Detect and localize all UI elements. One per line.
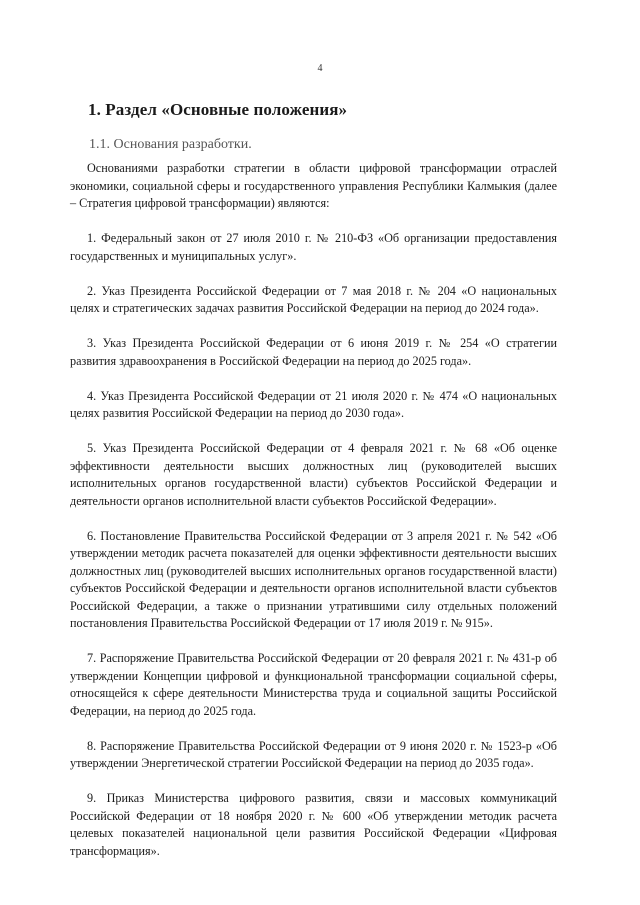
- list-item: 2. Указ Президента Российской Федерации от 7 мая 2018 г. № 204 «О национальных целях и стратегических задачах развития Российской Федерации на период до 2024 года».: [70, 283, 557, 315]
- list-item: 8. Распоряжение Правительства Российской Федерации от 9 июня 2020 г. № 1523-р «Об утверждении Энергетической стратегии Российской Федерации на период до 2035 года».: [70, 738, 557, 770]
- list-item: 1. Федеральный закон от 27 июля 2010 г. № 210-ФЗ «Об организации предоставления государственных и муниципальных услуг».: [70, 231, 557, 263]
- list-item: 3. Указ Президента Российской Федерации от 6 июня 2019 г. № 254 «О стратегии развития здравоохранения в Российской Федерации на период до 2025 года».: [70, 336, 557, 368]
- list-item: 9. Приказ Министерства цифрового развития, связи и массовых коммуникаций Российской Федерации от 18 ноября 2020 г. № 600 «Об утверждении методик расчета целевых показателей национальной цели развития Российской Федерации «Цифровая трансформация».: [70, 791, 557, 858]
- section-title: 1. Раздел «Основные положения»: [88, 100, 348, 119]
- list-item: 6. Постановление Правительства Российской Федерации от 3 апреля 2021 г. № 542 «Об утверждении методик расчета показателей для оценки эффективности деятельности высших должностных лиц (руководителей высших исполнительных органов государственной власти) субъектов Российской Федерации и деятельности органов исполнительной власти субъектов Российской Федерации, а также о признании утратившими силу отдельных положений постановления Правительства Российской Федерации от 17 июля 2019 г. № 915».: [70, 528, 557, 630]
- document-body: [70, 160, 557, 878]
- intro-paragraph: Основаниями разработки стратегии в области цифровой трансформации отраслей экономики, социальной сферы и государственного управления Республики Калмыкия (далее – Стратегия цифровой трансформации) являются:: [70, 161, 557, 210]
- list-item: 7. Распоряжение Правительства Российской Федерации от 20 февраля 2021 г. № 431-р об утверждении Концепции цифровой и функциональной трансформации социальной сферы, относящейся к сфере деятельности Министерства труда и социальной защиты Российской Федерации, на период до 2025 года.: [70, 651, 557, 718]
- list-item: 4. Указ Президента Российской Федерации от 21 июля 2020 г. № 474 «О национальных целях развития Российской Федерации на период до 2030 года».: [70, 388, 557, 420]
- subsection-title: 1.1. Основания разработки.: [89, 137, 252, 152]
- list-item: 5. Указ Президента Российской Федерации от 4 февраля 2021 г. № 68 «Об оценке эффективности деятельности высших должностных лиц (руководителей высших исполнительных органов государственной власти) субъектов Российской Федерации и деятельности органов исполнительной власти субъектов Российской Федерации».: [70, 441, 557, 508]
- page-number: 4: [317, 63, 323, 74]
